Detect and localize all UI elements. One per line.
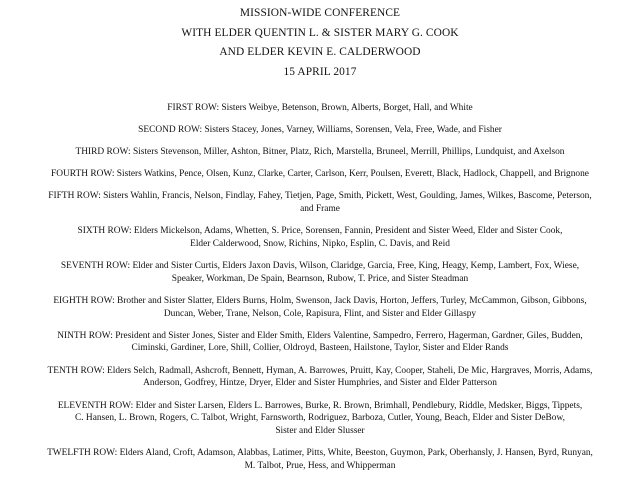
row-text-line: Anderson, Godfrey, Hintze, Dryer, Elder and Sister Humphries, and Sister and Elder Patterson (143, 378, 497, 389)
eleventh-row-paragraph (0, 400, 640, 438)
sixth-row-paragraph (0, 225, 640, 250)
row-text-line: TENTH ROW: Elders Selch, Radmall, Ashcroft, Bennett, Hyman, A. Barrowes, Pruitt, Kay, Cooper, Staheli, De Mic, Hargraves, Morris, Adams, (47, 365, 593, 376)
row-text-line: SEVENTH ROW: Elder and Sister Curtis, Elders Jaxon Davis, Wilson, Claridge, Garcia, Free, King, Heagy, Kemp, Lambert, Fox, Wiese, (60, 261, 580, 272)
row-text-line: Duncan, Weber, Trane, Nelson, Cole, Rapisura, Flint, and Sister and Elder Gillaspy (163, 308, 477, 319)
fourth-row-paragraph (0, 168, 640, 181)
row-text-line: ELEVENTH ROW: Elder and Sister Larsen, Elders L. Barrowes, Burke, R. Brown, Brimhall, Pendlebury, Riddle, Medsker, Biggs, Tippets, (57, 400, 583, 411)
row-listing (0, 102, 640, 482)
header-title: MISSION-WIDE CONFERENCE (239, 7, 401, 19)
row-text-line: Ciminski, Gardiner, Lore, Shill, Collier, Oldroyd, Basteen, Hailstone, Taylor, Sister and Elder Rands (131, 343, 509, 354)
eighth-row-paragraph (0, 295, 640, 320)
row-text-line: FIRST ROW: Sisters Weibye, Betenson, Brown, Alberts, Borget, Hall, and White (167, 103, 473, 113)
fifth-row-paragraph (0, 190, 640, 215)
header-visitors-continued: AND ELDER KEVIN E. CALDERWOOD (219, 46, 421, 58)
row-text-line: Speaker, Workman, De Spain, Bearnson, Rubow, T. Price, and Sister Steadman (171, 273, 469, 284)
row-text-line: THIRD ROW: Sisters Stevenson, Miller, Ashton, Bitner, Platz, Rich, Marstella, Bruneel, Merrill, Phillips, Lundquist, and Axelson (75, 147, 565, 158)
conference-header (0, 4, 640, 82)
row-text-line: FIFTH ROW: Sisters Wahlin, Francis, Nelson, Findlay, Fahey, Tietjen, Page, Smith, Pickett, West, Goulding, James, Wilkes, Bascome, Peterson, (48, 191, 592, 202)
row-text-line: EIGHTH ROW: Brother and Sister Slatter, Elders Burns, Holm, Swenson, Jack Davis, Horton, Jeffers, Turley, McCammon, Gibson, Gibbons, (53, 296, 587, 307)
first-row-paragraph (0, 102, 640, 115)
seventh-row-paragraph (0, 260, 640, 285)
tenth-row-paragraph (0, 365, 640, 390)
row-text-line: and Frame (300, 203, 340, 214)
row-text-line: SECOND ROW: Sisters Stacey, Jones, Varney, Williams, Sorensen, Vela, Free, Wade, and Fisher (138, 125, 502, 136)
twelfth-row-paragraph (0, 447, 640, 472)
row-text-line: TWELFTH ROW: Elders Aland, Croft, Adamson, Alabbas, Latimer, Pitts, White, Beeston, Guymon, Park, Oberhansly, J. Hansen, Byrd, Runyan, (47, 448, 593, 459)
second-row-paragraph (0, 124, 640, 137)
row-text-line: SIXTH ROW: Elders Mickelson, Adams, Whetten, S. Price, Sorensen, Fannin, President and Sister Weed, Elder and Sister Cook, (77, 226, 563, 237)
row-text-line: Elder Calderwood, Snow, Richins, Nipko, Esplin, C. Davis, and Reid (190, 238, 450, 249)
third-row-paragraph (0, 146, 640, 159)
row-text-line: FOURTH ROW: Sisters Watkins, Pence, Olsen, Kunz, Clarke, Carter, Carlson, Kerr, Poulsen, Everett, Black, Hadlock, Chappell, and Brignone (51, 169, 589, 180)
header-date: 15 APRIL 2017 (283, 65, 357, 78)
row-text-line: M. Talbot, Prue, Hess, and Whipperman (244, 460, 396, 471)
ninth-row-paragraph (0, 330, 640, 355)
header-visitors: WITH ELDER QUENTIN L. & SISTER MARY G. COOK (181, 26, 459, 39)
row-text-line: NINTH ROW: President and Sister Jones, Sister and Elder Smith, Elders Valentine, Sampedro, Ferrero, Hagerman, Gardner, Giles, Budden, (57, 330, 583, 341)
row-text-line: Sister and Elder Slusser (275, 425, 365, 436)
row-text-line: C. Hansen, L. Brown, Rogers, C. Talbot, Wright, Farnsworth, Rodriguez, Barboza, Cutler, Young, Beach, Elder and Sister DeBow, (74, 413, 565, 424)
